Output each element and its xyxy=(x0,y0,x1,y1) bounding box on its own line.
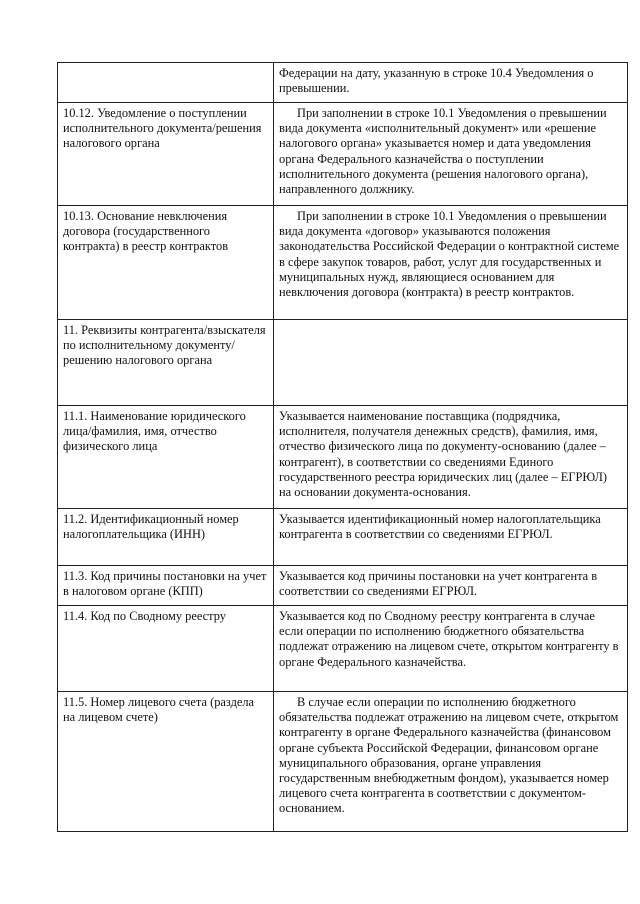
table-row xyxy=(58,320,628,406)
table-row xyxy=(58,509,628,566)
row-label-cell: 11.5. Номер лицевого счета (раздела на лицевом счете) xyxy=(58,692,274,832)
row-description-cell: Указывается идентификационный номер налогоплательщика контрагента в соответствии со сведениями ЕГРЮЛ. xyxy=(274,509,628,566)
row-description-cell: Указывается код по Сводному реестру контрагента в случае если операции по исполнению бюджетного обязательства подлежат отражению на лицевом счете, открытом контрагенту в органе Федерального казначейства. xyxy=(274,606,628,692)
row-description-cell: Указывается код причины постановки на учет контрагента в соответствии со сведениями ЕГРЮЛ. xyxy=(274,566,628,606)
row-description-cell: Указывается наименование поставщика (подрядчика, исполнителя, получателя денежных средств), фамилия, имя, отчество физического лица по документу-основанию (далее – контрагент), в соответствии со сведениями Единого государственного реестра юридических лиц (далее – ЕГРЮЛ) на основании документа-основания. xyxy=(274,406,628,509)
row-label-cell: 10.12. Уведомление о поступлении исполнительного документа/решения налогового органа xyxy=(58,103,274,206)
table-row xyxy=(58,206,628,320)
row-label-cell: 11.4. Код по Сводному реестру xyxy=(58,606,274,692)
table-row xyxy=(58,63,628,103)
instructions-table xyxy=(57,62,628,832)
table-row xyxy=(58,606,628,692)
row-description-cell: Федерации на дату, указанную в строке 10.4 Уведомления о превышении. xyxy=(274,63,628,103)
table-row xyxy=(58,566,628,606)
table-row xyxy=(58,406,628,509)
row-label-cell: 10.13. Основание невключения договора (государственного контракта) в реестр контрактов xyxy=(58,206,274,320)
row-label-cell: 11.2. Идентификационный номер налогоплательщика (ИНН) xyxy=(58,509,274,566)
table-row xyxy=(58,692,628,832)
row-description-cell: При заполнении в строке 10.1 Уведомления о превышении вида документа «исполнительный документ» или «решение налогового органа» указывается номер и дата уведомления органа Федерального казначейства о поступлении исполнительного документа (решения налогового органа), направленного должнику. xyxy=(274,103,628,206)
row-label-cell xyxy=(58,63,274,103)
row-label-cell: 11.1. Наименование юридического лица/фамилия, имя, отчество физического лица xyxy=(58,406,274,509)
row-description-cell xyxy=(274,320,628,406)
row-description-cell: При заполнении в строке 10.1 Уведомления о превышении вида документа «договор» указываются положения законодательства Российской Федерации о контрактной системе в сфере закупок товаров, работ, услуг для государственных и муниципальных нужд, являющиеся основанием для невключения договора (контракта) в реестр контрактов. xyxy=(274,206,628,320)
table-row xyxy=(58,103,628,206)
row-label-cell: 11.3. Код причины постановки на учет в налоговом органе (КПП) xyxy=(58,566,274,606)
row-label-cell: 11. Реквизиты контрагента/взыскателя по исполнительному документу/решению налогового органа xyxy=(58,320,274,406)
row-description-cell: В случае если операции по исполнению бюджетного обязательства подлежат отражению на лицевом счете, открытом контрагенту в органе Федерального казначейства (финансовом органе субъекта Российской Федерации, финансовом органе муниципального образования, органе управления государственным внебюджетным фондом), указывается номер лицевого счета контрагента в соответствии с документом-основанием. xyxy=(274,692,628,832)
